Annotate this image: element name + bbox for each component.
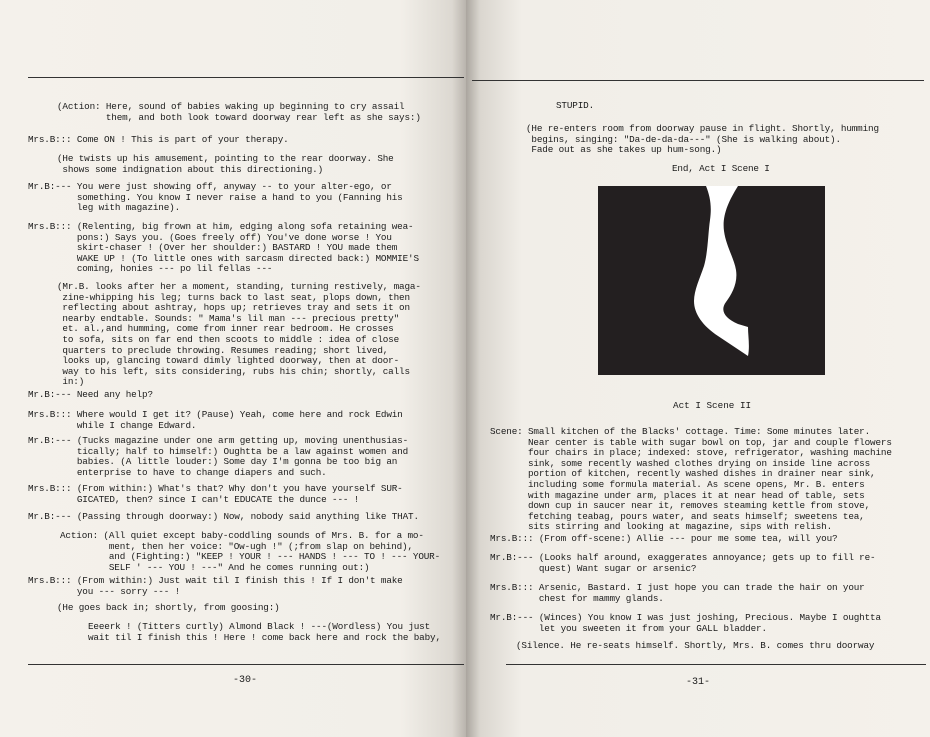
right-page-number: -31- [686, 677, 711, 688]
text-block: Mrs.B::: Where would I get it? (Pause) Yeah, come here and rock Edwin while I change Edward. [28, 409, 403, 431]
left-top-rule [28, 77, 464, 78]
text-block: (Mr.B. looks after her a moment, standing, turning restively, maga- zine-whipping his leg; turns back to last seat, plops down, then reflecting about ashtray, hops up; retrieves tray and sets it on nearby endtable. Sounds: " Mama's lil man --- precious pretty" et. al.,and humming, come from inner rear bedroom. He crosses to sofa, sits on far end then scoots to middle : idea of close quarters to preclude throwing. Resumes reading; short lived, looks up, glancing toward dimly lighted doorway, then at door- way to his left, sits considering, rubs his chin; shortly, calls in:) [57, 281, 421, 388]
text-block: (Silence. He re-seats himself. Shortly, Mrs. B. comes thru doorway [516, 640, 875, 651]
text-block: Scene: Small kitchen of the Blacks' cottage. Time: Some minutes later. Near center is table with sugar bowl on top, jar and couple flowers four chairs in place; indexed: stove, refrigerator, washing machine sink, some recently washed clothes drying on inside line across portion of kitchen, recently washed dishes in drainer near sink, including some formula material. As scene opens, Mr. B. enters with magazine under arm, places it at near head of table, sets down cup in saucer near it, removes steaming kettle from stove, fetching teabag, pours water, and seats himself; sweetens tea, sits stirring and looking at magazine, sips with relish. [490, 426, 892, 533]
text-block: (He re-enters room from doorway pause in flight. Shortly, humming begins, singing: "Da-de-da-da---" (She is walking about). Fade out as she takes up hum-song.) [526, 123, 879, 156]
text-block: Mrs.B::: Arsenic, Bastard. I just hope you can trade the hair on your chest for mammy glands. [490, 582, 865, 604]
text-block: Mr.B:--- (Winces) You know I was just joshing, Precious. Maybe I oughtta let you sweeten it from your GALL bladder. [490, 612, 881, 634]
text-block: Mr.B:--- Need any help? [28, 389, 153, 400]
left-bottom-rule [28, 664, 464, 665]
text-block: Eeeerk ! (Titters curtly) Almond Black ! ---(Wordless) You just wait til I finish this ! Here ! come back here and rock the baby, [88, 621, 441, 643]
right-page [466, 0, 930, 737]
text-block: (Action: Here, sound of babies waking up beginning to cry assail them, and both look toward doorway rear left as she says:) [57, 101, 421, 123]
scene-end-heading: End, Act I Scene I [672, 163, 770, 174]
text-block: STUPID. [556, 100, 595, 111]
text-block: Action: (All quiet except baby-coddling sounds of Mrs. B. for a mo- ment, then her voice: "Ow-ugh !" (;from slap on behind), and (Fighting:) "KEEP ! YOUR ! --- HANDS ! --- TO ! --- YOUR- SELF ' --- YOU ! ---" And he comes running out:) [60, 530, 441, 573]
scene-two-heading: Act I Scene II [673, 400, 752, 411]
text-block: Mrs.B::: (Relenting, big frown at him, edging along sofa retaining wea- pons:) Says you. (Goes freely off) You've done worse ! You skirt-chaser ! (Over her shoulder:) BASTARD ! YOU made them WAKE UP ! (To little ones with sarcasm directed back:) MOMMIE'S coming, honies --- po lil fellas --- [28, 221, 419, 275]
act-one-silhouette [598, 186, 825, 375]
text-block: (He twists up his amusement, pointing to the rear doorway. She shows some indignation about this directioning.) [57, 153, 394, 175]
right-top-rule [472, 80, 924, 81]
text-block: Mrs.B::: (From off-scene:) Allie --- pour me some tea, will you? [490, 533, 838, 544]
text-block: Mrs.B::: (From within:) Just wait til I finish this ! If I don't make you --- sorry --- ! [28, 575, 403, 597]
text-block: Mrs.B::: Come ON ! This is part of your therapy. [28, 134, 289, 145]
text-block: Mr.B:--- (Tucks magazine under one arm getting up, moving unenthusias- tically; half to himself:) Oughtta be a law against women and babies. (A little louder:) Some day I'm gonna be too big an enterprise to have to change diapers and such. [28, 435, 409, 478]
text-block: Mr.B:--- (Passing through doorway:) Now, nobody said anything like THAT. [28, 511, 419, 522]
left-page-number: -30- [233, 675, 258, 686]
text-block: Mr.B:--- You were just showing off, anyway -- to your alter-ego, or something. You know I never raise a hand to you (Fanning his leg with magazine). [28, 181, 403, 214]
text-block: Mrs.B::: (From within:) What's that? Why don't you have yourself SUR- GICATED, then? since I can't EDUCATE the dunce --- ! [28, 483, 403, 505]
text-block: (He goes back in; shortly, from goosing:) [57, 602, 280, 613]
text-block: Mr.B:--- (Looks half around, exaggerates annoyance; gets up to fill re- quest) Want sugar or arsenic? [490, 552, 876, 574]
right-bottom-rule [506, 664, 926, 665]
